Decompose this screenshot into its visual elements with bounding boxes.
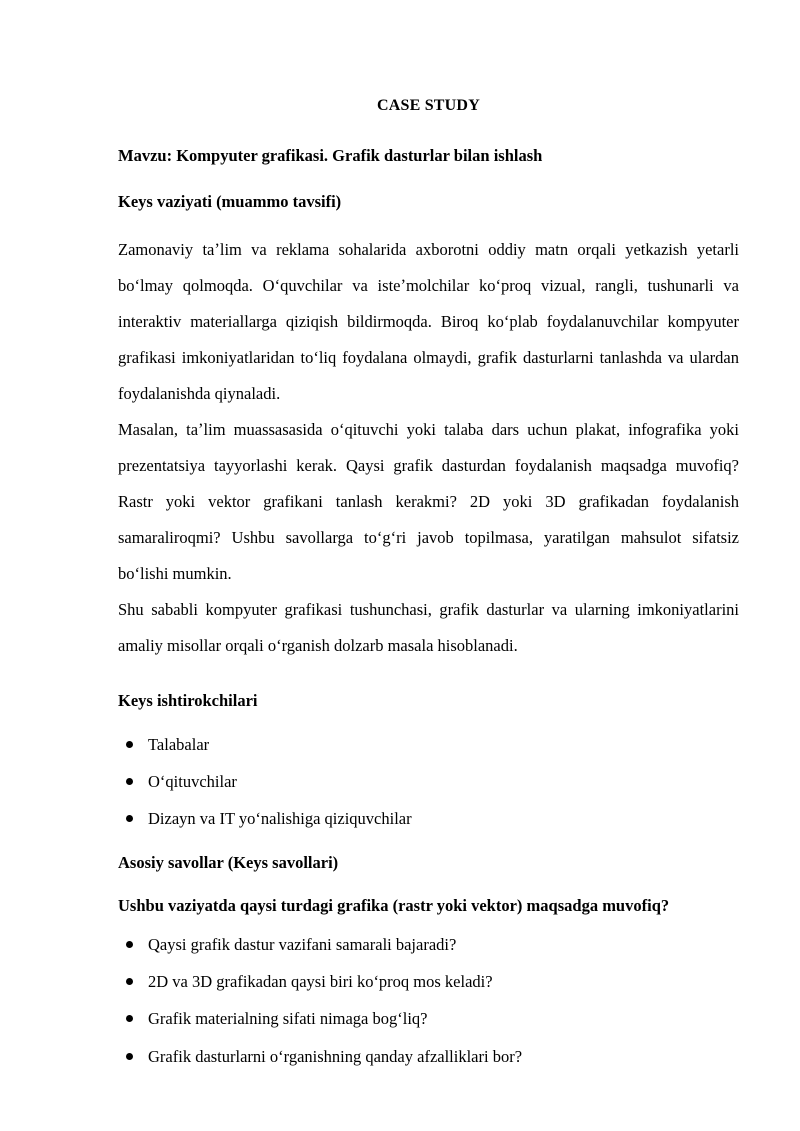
bullet-icon bbox=[126, 941, 133, 948]
questions-heading: Asosiy savollar (Keys savollari) bbox=[118, 853, 339, 873]
questions-list bbox=[118, 934, 739, 1068]
document-title: CASE STUDY bbox=[377, 97, 480, 114]
list-item bbox=[118, 808, 739, 830]
participants-list bbox=[118, 734, 739, 831]
paragraph-conclusion: Shu sababli kompyuter grafikasi tushunchasi, grafik dasturlar va ularning imkoniyatlarini amaliy misollar orqali oʻrganish dolzarb masala hisoblanadi. bbox=[118, 600, 739, 656]
list-item bbox=[118, 1046, 739, 1068]
document-body bbox=[118, 96, 739, 1068]
paragraph-intro: Zamonaviy taʼlim va reklama sohalarida axborotni oddiy matn orqali yetkazish yetarli boʻlmay qolmoqda. Oʻquvchilar va isteʼmolchilar koʻproq vizual, rangli, tushunarli va interaktiv materiallarga qiziqish bildirmoqda. Biroq koʻplab foydalanuvchilar kompyuter grafikasi imkoniyatlaridan toʻliq foydalana olmaydi, grafik dasturlarni tanlashda va ulardan foydalanishda qiynaladi. bbox=[118, 240, 739, 404]
list-item-label: Grafik dasturlarni oʻrganishning qanday afzalliklari bor? bbox=[148, 1046, 523, 1066]
spacer-before-questions bbox=[118, 830, 739, 852]
paragraph-example: Masalan, taʼlim muassasasida oʻqituvchi yoki talaba dars uchun plakat, infografika yoki prezentatsiya tayyorlashi kerak. Qaysi grafik dasturdan foydalanish maqsadga muvofiq? Rastr yoki vektor grafikani tanlash kerakmi? 2D yoki 3D grafikadan foydalanish samaraliroqmi? Ushbu savollarga toʻgʻri javob topilmasa, yaratilgan mahsulot sifatsiz boʻlishi mumkin. bbox=[118, 420, 739, 584]
list-item-label: 2D va 3D grafikadan qaysi biri koʻproq mos keladi? bbox=[148, 972, 493, 992]
situation-paragraphs bbox=[118, 232, 739, 664]
bullet-icon bbox=[126, 978, 133, 985]
list-item bbox=[118, 934, 739, 956]
list-item-label: Dizayn va IT yoʻnalishiga qiziquvchilar bbox=[148, 809, 412, 829]
topic-heading: Mavzu: Kompyuter grafikasi. Grafik dasturlar bilan ishlash bbox=[118, 146, 543, 166]
bullet-icon bbox=[126, 778, 133, 785]
participants-heading: Keys ishtirokchilari bbox=[118, 691, 258, 711]
main-question-heading: Ushbu vaziyatda qaysi turdagi grafika (rastr yoki vektor) maqsadga muvofiq? bbox=[118, 895, 670, 915]
spacer-after-intro bbox=[118, 664, 739, 690]
bullet-icon bbox=[126, 815, 133, 822]
list-item-label: Talabalar bbox=[148, 734, 210, 754]
list-item bbox=[118, 1008, 739, 1030]
list-item-label: Qaysi grafik dastur vazifani samarali bajaradi? bbox=[148, 934, 457, 954]
list-item bbox=[118, 971, 739, 993]
list-item bbox=[118, 771, 739, 793]
bullet-icon bbox=[126, 1015, 133, 1022]
situation-heading: Keys vaziyati (muammo tavsifi) bbox=[118, 191, 342, 211]
list-item-label: Oʻqituvchilar bbox=[148, 771, 237, 791]
bullet-icon bbox=[126, 1053, 133, 1060]
list-item bbox=[118, 734, 739, 756]
bullet-icon bbox=[126, 741, 133, 748]
list-item-label: Grafik materialning sifati nimaga bogʻliq? bbox=[148, 1009, 428, 1029]
